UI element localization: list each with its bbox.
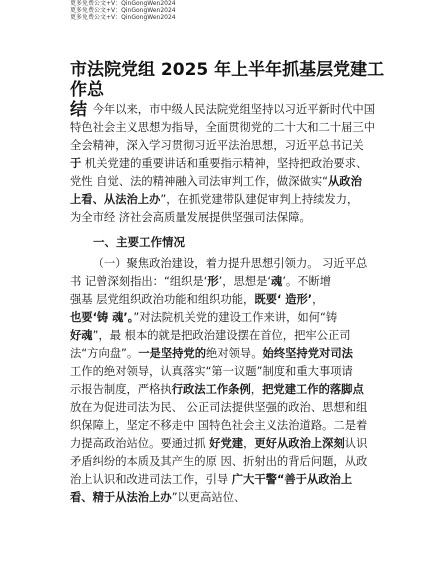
section-paragraph bbox=[70, 255, 386, 507]
bold-text: 从政治 bbox=[327, 175, 362, 188]
bold-text: 形 bbox=[207, 275, 219, 288]
intro-line: 今年以来，市中级人民法院党组坚持以习近平新时代中国 bbox=[92, 103, 376, 116]
intro-text: 机关党建的重要讲话和重要指示精神，坚持把政治要求、 bbox=[81, 157, 368, 170]
para-line bbox=[70, 471, 386, 489]
para-line bbox=[70, 345, 386, 363]
intro-text: ”，在抓党建带队建促审判上持续发力， bbox=[160, 193, 359, 206]
para-line bbox=[70, 327, 386, 345]
bold-text: 上看、从法治上办 bbox=[70, 193, 161, 206]
para-text: 书 记曾深刻指出：“组织是‘ bbox=[70, 275, 208, 288]
para-line bbox=[70, 291, 386, 309]
bold-text: 也要‘铸 魂’。 bbox=[70, 311, 134, 324]
para-line: 矛盾纠纷的本质及其产生的原 因、折射出的背后问题，从政 bbox=[70, 455, 368, 468]
para-text: 法“方向盘”。 bbox=[70, 347, 139, 360]
bold-text: 更好从政治上深刻 bbox=[254, 437, 345, 450]
bold-text: 持党的 bbox=[172, 347, 207, 360]
section-heading: 一、主要工作情况 bbox=[93, 235, 185, 249]
intro-line bbox=[70, 155, 386, 173]
bold-text: 始终坚持党 bbox=[262, 347, 320, 360]
intro-paragraph bbox=[70, 101, 386, 227]
para-text: 强基 层党组织政治功能和组织功能， bbox=[70, 293, 255, 306]
title-line-1: 市法院党组 2025 年上半年抓基层党建工作总 bbox=[70, 60, 385, 100]
bold-text: 把党建工作的落脚点 bbox=[262, 383, 364, 396]
bold-text: 好党建 bbox=[209, 437, 244, 450]
bold-text: 看、精于从法治上办 bbox=[70, 491, 172, 504]
para-line bbox=[70, 273, 386, 291]
para-line: 织保障上，坚定不移走中 国特色社会主义法治道路。二是着 bbox=[70, 419, 368, 432]
para-text: ， bbox=[312, 293, 324, 306]
para-line bbox=[70, 381, 386, 399]
para-text: 治上认识和改进司法工作，引导 bbox=[70, 473, 232, 486]
para-line bbox=[70, 489, 386, 507]
para-text: ”以更高站位、 bbox=[171, 491, 246, 504]
bold-text: 既要‘ 造形’ bbox=[254, 293, 313, 306]
bold-text: 一是 bbox=[138, 347, 161, 360]
para-line: 放在为促进司法为民、 公正司法提供坚强的政治、思想和组 bbox=[70, 401, 368, 414]
intro-line bbox=[70, 191, 386, 209]
title-line-2: 结 bbox=[70, 100, 87, 120]
bold-text: 坚 bbox=[160, 347, 173, 360]
bold-text: 行政法工作条例 bbox=[171, 383, 251, 396]
watermark-header bbox=[70, 0, 176, 21]
para-text: ， bbox=[243, 437, 255, 450]
bold-text: 广大干警“善于从政治上 bbox=[231, 473, 353, 486]
intro-line: 特色社会主义思想为指导，全面贯彻党的二十大和二十届三中 bbox=[70, 121, 376, 134]
watermark-line: 更多免费公文+V：QinGongWen2024 bbox=[70, 0, 176, 7]
intro-line: 全会精神，深入学习贯彻习近平法治思想，习近平总书记关 bbox=[70, 139, 364, 152]
para-text: ”，最 根本的就是把政治建设摆在首位，把牢公正司 bbox=[92, 329, 351, 342]
para-text: ’，思想是‘ bbox=[218, 275, 271, 288]
para-text: 绝对领导。 bbox=[206, 347, 263, 360]
para-text: 认识 bbox=[344, 437, 368, 450]
para-text: ”对法院机关党的建设工作来讲，如何“铸 bbox=[133, 311, 338, 324]
para-line bbox=[70, 435, 386, 453]
bold-text: 于 bbox=[70, 157, 82, 170]
watermark-line: 更多免费公文+V：QinGongWen2024 bbox=[70, 14, 176, 21]
bold-text: 对司法 bbox=[319, 347, 353, 360]
para-line bbox=[70, 309, 386, 327]
para-line: 工作的绝对领导，认真落实“第一议题”制度和重大事项请 bbox=[70, 365, 353, 378]
intro-line bbox=[70, 173, 386, 191]
bold-text: 魂 bbox=[271, 275, 283, 288]
document-body bbox=[70, 101, 386, 507]
intro-text: 党性 自觉、法的精神融入司法审判工作，做深做实“ bbox=[70, 175, 328, 188]
watermark-line: 更多免费公文+V：QinGongWen2024 bbox=[70, 7, 176, 14]
bold-text: 好魂 bbox=[70, 329, 93, 342]
intro-line: 为全市经 济社会高质量发展提供坚强司法保障。 bbox=[70, 211, 311, 224]
para-text: 力提高政治站位。要通过抓 bbox=[70, 437, 210, 450]
para-line: （一）聚焦政治建设，着力提升思想引领力。 习近平总 bbox=[92, 257, 368, 270]
para-text: ， bbox=[250, 383, 263, 396]
para-text: ’。不断增 bbox=[282, 275, 332, 288]
para-text: 示报告制度，严格执 bbox=[70, 383, 172, 396]
